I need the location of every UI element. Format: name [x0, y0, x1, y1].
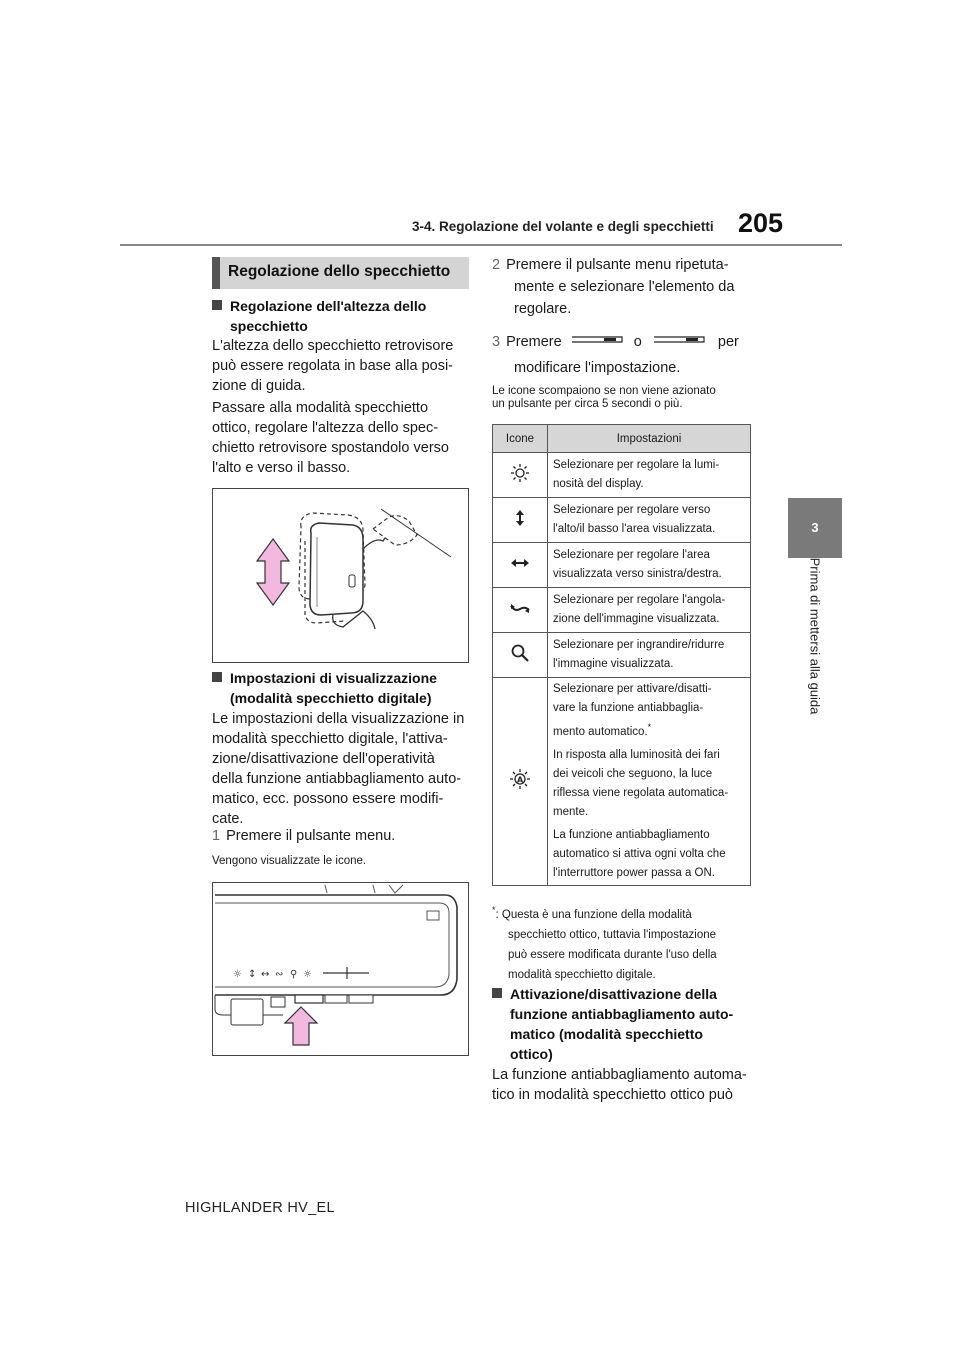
- footnote: [492, 900, 762, 985]
- table-row: [493, 678, 751, 886]
- digital-mirror-figure: [212, 882, 469, 1056]
- text-line: La funzione antiabbagliamento automa-: [492, 1067, 747, 1083]
- text-line: Selezionare per ingrandire/ridurre: [553, 639, 725, 651]
- text-line: l'alto e verso il basso.: [212, 460, 351, 476]
- text-line: matico (modalità specchietto: [510, 1026, 703, 1042]
- table-cell-settings: [548, 633, 751, 678]
- text-line: mente e selezionare l'elemento da: [514, 279, 735, 295]
- text-line: automatico si attiva ogni volta che: [553, 847, 726, 860]
- table-cell-settings: [548, 678, 751, 886]
- horizontal-arrow-icon: [493, 543, 548, 588]
- chapter-label: Prima di mettersi alla guida: [807, 557, 823, 715]
- mirror-frame: [215, 895, 457, 995]
- text-line: ottico): [510, 1046, 553, 1062]
- text-line: cate.: [212, 811, 244, 827]
- text-line: mente.: [553, 805, 589, 818]
- step-3-word-premere: Premere: [506, 334, 562, 350]
- table-row: [493, 543, 751, 588]
- footnote-marker: *: [647, 722, 652, 732]
- text-line: può essere modificata durante l'uso della: [508, 948, 717, 961]
- step-2: [492, 254, 762, 320]
- section-title-box: [212, 257, 469, 289]
- text-line: zione di guida.: [212, 378, 306, 394]
- table-cell-settings: [548, 543, 751, 588]
- chapter-tab: 3: [788, 498, 842, 558]
- step-1-number: 1: [212, 828, 221, 844]
- step-3-word-o: o: [633, 334, 642, 350]
- brightness-icon: ☼: [233, 969, 242, 980]
- table-row: [493, 633, 751, 678]
- text-line: un pulsante per circa 5 secondi o più.: [492, 398, 683, 410]
- left-button-icon: [570, 334, 624, 348]
- table-header-icon: Icone: [493, 425, 548, 453]
- text-line: l'immagine visualizzata.: [553, 658, 674, 670]
- svg-text:A: A: [517, 775, 524, 785]
- auto-dimming-heading: [492, 984, 762, 1064]
- text-line: vare la funzione antiabbaglia-: [553, 702, 704, 714]
- step-3-word-per: per: [717, 334, 739, 350]
- tilt-icon: [493, 588, 548, 633]
- text-line: tico in modalità specchietto ottico può: [492, 1087, 733, 1103]
- text-line: nosità del display.: [553, 478, 644, 490]
- text-line: Selezionare per regolare l'angola-: [553, 594, 726, 606]
- height-paragraph-1: [212, 336, 472, 396]
- text-line: zione dell'immagine visualizzata.: [553, 613, 720, 625]
- table-header-settings: Impostazioni: [548, 425, 751, 453]
- text-line: matico, ecc. possono essere modifi-: [212, 791, 444, 807]
- horizontal-arrow-icon: ↔: [261, 969, 270, 980]
- text-line: zione/disattivazione dell'operatività: [212, 751, 435, 767]
- height-heading-line2: specchietto: [230, 318, 308, 334]
- table-row: [493, 453, 751, 498]
- icons-note: [492, 385, 762, 411]
- bullet-square-icon: [492, 988, 502, 998]
- table-row: [493, 498, 751, 543]
- text-line: regolare.: [514, 301, 572, 317]
- mirror-body: [310, 523, 363, 615]
- height-heading-line1: Regolazione dell'altezza dello: [230, 298, 427, 314]
- mirror-height-illustration: [213, 489, 468, 662]
- display-heading-line1: Impostazioni di visualizzazione: [230, 670, 437, 686]
- height-heading: [212, 296, 472, 336]
- brightness-icon: [493, 453, 548, 498]
- menu-button-rect: [295, 995, 323, 1003]
- auto-dimming-icon: ☼: [303, 969, 312, 980]
- text-line: modalità specchietto digitale, l'attiva-: [212, 731, 448, 747]
- display-heading: [212, 668, 472, 708]
- tilt-icon: ∾: [275, 969, 284, 980]
- text-line: Passare alla modalità specchietto: [212, 400, 429, 416]
- text-line: L'altezza dello specchietto retrovisore: [212, 338, 454, 354]
- table-cell-settings: [548, 588, 751, 633]
- press-arrow-icon: [285, 1007, 317, 1045]
- bullet-square-icon: [212, 300, 222, 310]
- text-line: ottico, regolare l'altezza dello spec-: [212, 420, 439, 436]
- text-line: della funzione antiabbagliamento auto-: [212, 771, 462, 787]
- step-3-number: 3: [492, 334, 501, 350]
- auto-dimming-paragraph: [492, 1065, 762, 1105]
- display-paragraph: [212, 709, 474, 829]
- text-line: riflessa viene regolata automatica-: [553, 786, 729, 799]
- header-divider: [120, 244, 842, 246]
- step-2-number: 2: [492, 257, 501, 273]
- icons-table: [492, 424, 751, 886]
- text-line: mento automatico.: [553, 725, 648, 738]
- text-line: chietto retrovisore spostandolo verso: [212, 440, 449, 456]
- bullet-square-icon: [212, 672, 222, 682]
- footer-model: HIGHLANDER HV_EL: [185, 1200, 335, 1216]
- text-line: l'interruttore power passa a ON.: [553, 866, 715, 879]
- text-line: Selezionare per attivare/disatti-: [553, 683, 712, 695]
- display-heading-line2: (modalità specchietto digitale): [230, 690, 432, 706]
- text-line: dei veicoli che seguono, la luce: [553, 767, 713, 780]
- text-line: La funzione antiabbagliamento: [553, 828, 710, 841]
- vertical-arrow-icon: [493, 498, 548, 543]
- vertical-arrow-icon: ↕: [248, 969, 257, 980]
- text-line: Selezionare per regolare l'area: [553, 549, 710, 561]
- digital-mirror-illustration: [213, 883, 468, 1055]
- text-line: Le icone scompaiono se non viene azionato: [492, 385, 716, 397]
- step-1: [212, 826, 472, 846]
- text-line: Attivazione/disattivazione della: [510, 986, 717, 1002]
- table-row: [493, 588, 751, 633]
- table-cell-settings: [548, 453, 751, 498]
- mirror-height-figure: [212, 488, 469, 663]
- auto-dimming-icon: [493, 678, 548, 886]
- text-line: visualizzata verso sinistra/destra.: [553, 568, 722, 580]
- zoom-icon: ⚲: [290, 969, 298, 980]
- section-title: Regolazione dello specchietto: [228, 263, 451, 280]
- text-line: Selezionare per regolare verso: [553, 504, 711, 516]
- step-3: [492, 331, 762, 379]
- step-1-text: Premere il pulsante menu.: [226, 828, 396, 844]
- height-paragraph-2: [212, 398, 472, 478]
- right-button-icon: [652, 334, 706, 348]
- table-cell-settings: [548, 498, 751, 543]
- text-line: Selezionare per regolare la lumi-: [553, 459, 720, 471]
- step-1-note: Vengono visualizzate le icone.: [212, 855, 367, 867]
- page-number: 205: [738, 208, 784, 238]
- text-line: modalità specchietto digitale.: [508, 968, 656, 981]
- text-line: modificare l'impostazione.: [514, 360, 681, 376]
- text-line: specchietto ottico, tuttavia l'impostazione: [508, 928, 717, 941]
- text-line: In risposta alla luminosità dei fari: [553, 748, 720, 761]
- text-line: : Questa è una funzione della modalità: [495, 908, 692, 921]
- text-line: Premere il pulsante menu ripetuta-: [506, 257, 729, 273]
- table-header-row: [493, 425, 751, 453]
- text-line: può essere regolata in base alla posi-: [212, 358, 454, 374]
- footnote-marker: *: [492, 905, 496, 915]
- text-line: Le impostazioni della visualizzazione in: [212, 711, 465, 727]
- text-line: funzione antiabbagliamento auto-: [510, 1006, 734, 1022]
- zoom-icon: [493, 633, 548, 678]
- double-arrow-icon: [257, 539, 289, 605]
- header-section-title: 3-4. Regolazione del volante e degli specchietti: [412, 219, 714, 234]
- text-line: l'alto/il basso l'area visualizzata.: [553, 523, 716, 535]
